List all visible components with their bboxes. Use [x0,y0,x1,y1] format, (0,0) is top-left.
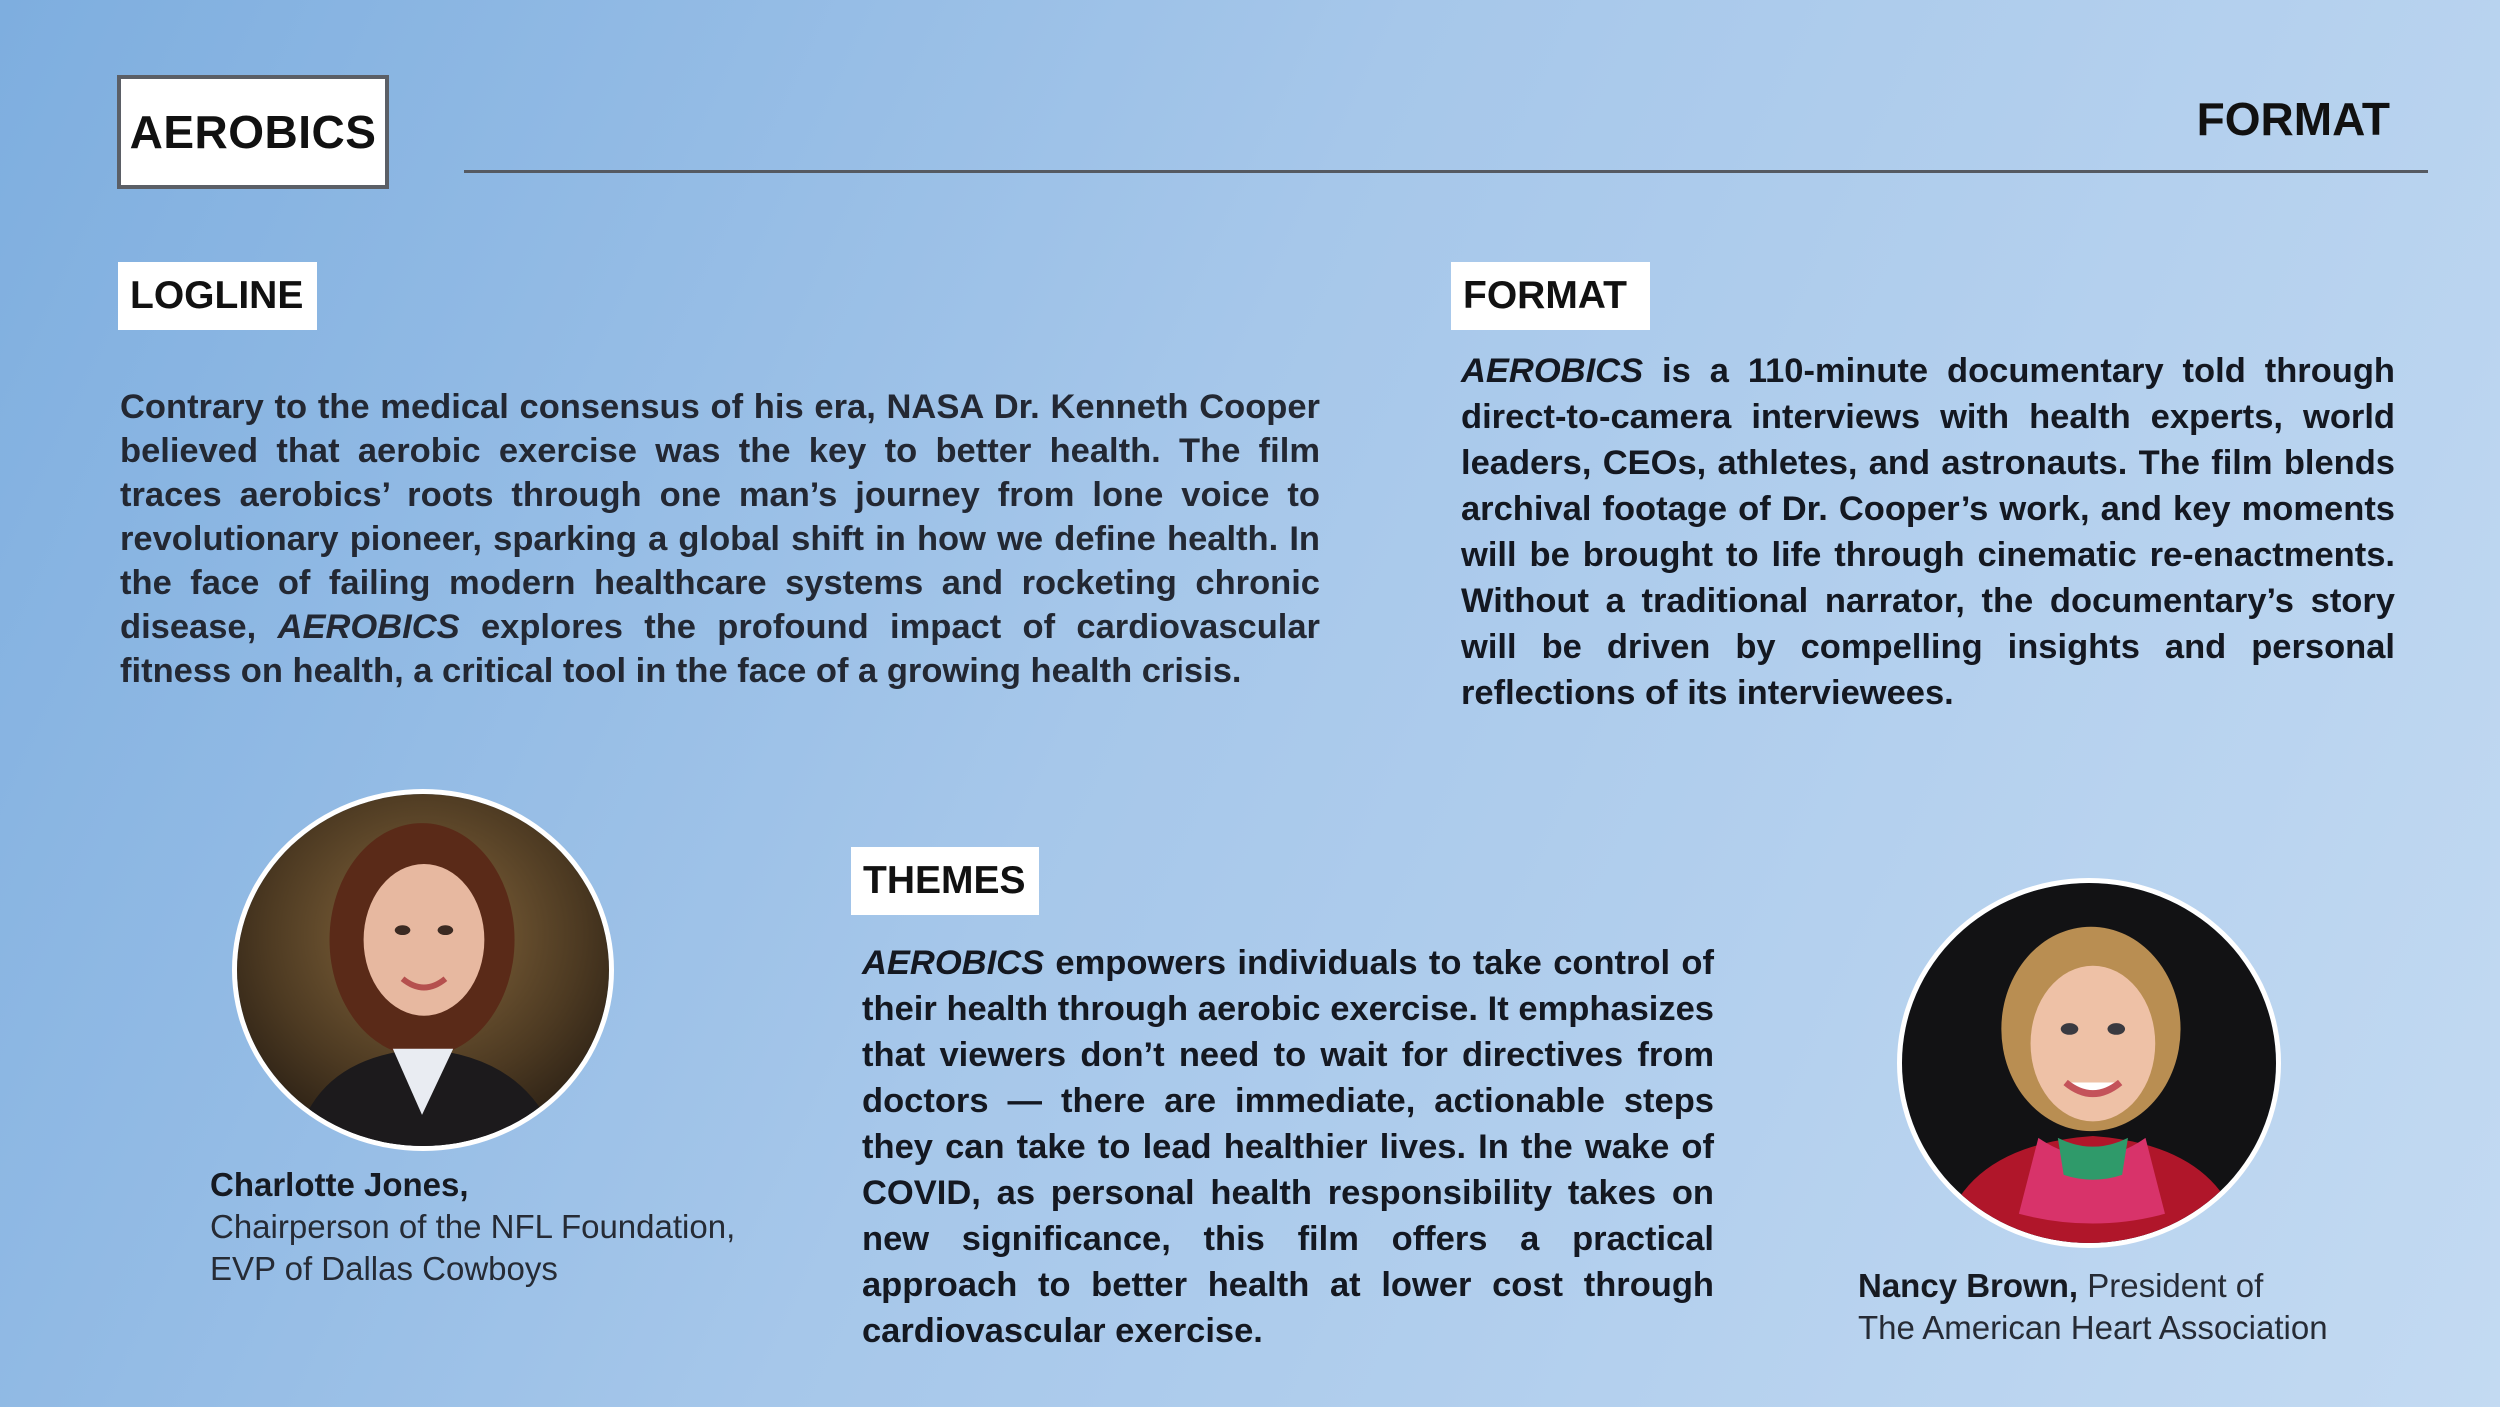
logline-heading [118,262,317,330]
charlotte-jones-photo [232,789,614,1151]
nancy-brown-caption [1858,1265,2328,1349]
nancy-brown-photo [1897,878,2281,1248]
themes-heading-text: THEMES [863,859,1026,902]
format-heading [1451,262,1650,330]
portrait-woman-icon [237,794,609,1146]
format-text-body: is a 110-minute documentary told through direct-to-camera interviews with health experts, world leaders, CEOs, athletes, and astronauts. The film blends archival footage of Dr. Cooper’s work, and key moments will be brought to life through cinematic re-enactments. Without a traditional narrator, the documentary’s story will be driven by compelling insights and personal reflections of its interviewees. [1461,352,2395,712]
themes-text-body: empowers individuals to take control of their health through aerobic exercise. It emphasizes that viewers don’t need to wait for directives from doctors — there are immediate, actionable steps they can take to lead healthier lives. In the wake of COVID, as personal health responsibility takes on new significance, this film offers a practical approach to better health at lower cost through cardiovascular exercise. [862,944,1714,1350]
nancy-name: Nancy Brown, [1858,1267,2079,1304]
logline-text [120,385,1320,693]
logline-text-part2: explores the profound impact of cardiovascular fitness on health, a critical tool in the face of a growing health crisis. [120,608,1320,690]
format-emphasis: AEROBICS [1461,352,1644,390]
logline-text-part1: Contrary to the medical consensus of his era, NASA Dr. Kenneth Cooper believed that aerobic exercise was the key to better health. The film traces aerobics’ roots through one man’s journey from lone voice to revolutionary pioneer, sparking a global shift in how we define health. In the face of failing modern healthcare systems and rocketing chronic disease, [120,388,1320,646]
header-divider [464,170,2428,173]
format-heading-text: FORMAT [1463,274,1627,317]
portrait-woman-icon [1902,883,2276,1243]
section-header-label: FORMAT [2196,93,2390,145]
nancy-title-line2: The American Heart Association [1858,1309,2328,1346]
charlotte-name: Charlotte Jones, [210,1166,469,1203]
logline-heading-text: LOGLINE [130,274,304,317]
themes-emphasis: AEROBICS [862,944,1045,982]
charlotte-title-line2: EVP of Dallas Cowboys [210,1250,558,1287]
themes-text [862,940,1714,1354]
film-title-box [117,75,389,189]
format-text [1461,348,2395,716]
themes-heading [851,847,1039,915]
logline-emphasis: AEROBICS [277,608,460,646]
charlotte-title-line1: Chairperson of the NFL Foundation, [210,1208,736,1245]
film-title: AEROBICS [129,106,377,158]
nancy-title-line1: President of [2078,1267,2264,1304]
charlotte-jones-caption [210,1164,735,1290]
